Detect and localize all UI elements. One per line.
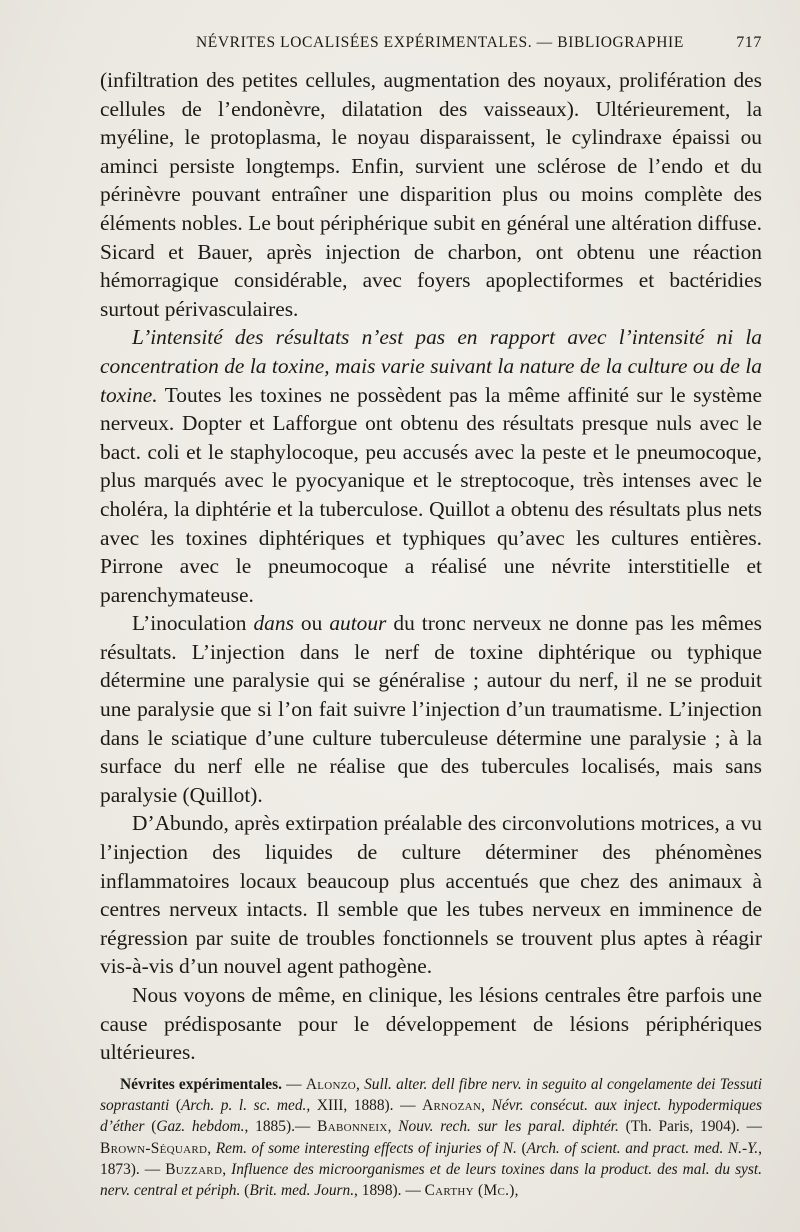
biblio-text: ,: [481, 1097, 492, 1115]
page-number: 717: [736, 34, 762, 51]
biblio-author: Buzzard: [165, 1160, 223, 1178]
biblio-text: (: [169, 1097, 181, 1115]
biblio-source: Gaz. hebdom.: [156, 1118, 245, 1136]
biblio-text: (Th. Paris, 1904). —: [618, 1118, 762, 1136]
biblio-text: ,: [356, 1075, 365, 1093]
biblio-text: (: [240, 1182, 250, 1200]
biblio-title: Névr. consécut. aux inject. hypodermiques d’éther: [100, 1097, 762, 1136]
paragraph-intensity-text: Toutes les toxines ne possèdent pas la même affinité sur le système nerveux. Dopter et Lafforgue ont obtenu des résultats presque nuls avec le bact. coli et le staphylocoque, peu accusés avec la peste et le pneumocoque, plus marqués avec le pyocyanique et le streptocoque, très intenses avec le choléra, la diphtérie et la tuberculose. Quillot a obtenu des résultats plus nets avec les toxines diphtériques et typhiques qu’avec les cultures entières. Pirrone avec le pneumocoque a réalisé une névrite interstitielle et parenchymateuse.: [100, 382, 762, 607]
biblio-title: Rem. of some interesting effects of injuries of N.: [215, 1139, 517, 1157]
biblio-source: Brit. med. Journ.: [249, 1182, 355, 1200]
biblio-text: ,: [387, 1118, 399, 1136]
paragraph-inoculation: [100, 609, 762, 809]
biblio-source: Arch. p. l. sc. med.: [181, 1097, 307, 1115]
paragraph-continued: (infiltration des petites cellules, augmentation des noyaux, prolifération des cellules de l’endonèvre, dilatation des vaisseaux). Ultérieurement, la myéline, le protoplasma, le noyau disparaissent, le cylindraxe épaissi ou aminci persiste longtemps. Enfin, survient une sclérose de l’endo et du périnèvre pouvant entraîner une disparition plus ou moins complète des éléments nobles. Le bout périphérique subit en général une altération diffuse. Sicard et Bauer, après injection de charbon, ont obtenu une réaction hémorragique considérable, avec foyers apoplectiformes et bactéridies surtout périvasculaires.: [100, 68, 762, 321]
text-run: du tronc nerveux ne donne pas les mêmes résultats. L’injection dans le nerf de toxine diphtérique ou typhique détermine une paralysie qui se généralise ; autour du nerf, il ne se produit une paralysie que si l’on fait suivre l’injection d’un traumatisme. L’injection dans le sciatique d’une culture tuberculeuse détermine une paralysie ; à la surface du nerf elle ne réalise que des tubercules localisés, mais sans paralysie (Quillot).: [100, 611, 762, 807]
text-run: L’inoculation: [132, 611, 254, 636]
biblio-title: Influence des microorganismes et de leurs toxines dans la product. des mal. du syst. nerv. central et périph.: [100, 1160, 763, 1200]
running-head: [100, 30, 762, 56]
biblio-text: , 1873). —: [100, 1139, 762, 1178]
biblio-text: ,: [222, 1160, 232, 1178]
biblio-title: Sull. alter. dell fibre nerv. in seguito al congelamente dei Tessuti soprastanti: [100, 1075, 762, 1115]
biblio-text: , XIII, 1888). —: [306, 1097, 423, 1115]
biblio-text: —: [281, 1075, 306, 1093]
text-run: ou: [293, 611, 330, 636]
biblio-author: Arnozan: [422, 1097, 482, 1115]
paragraph-clinique: Nous voyons de même, en clinique, les lésions centrales être parfois une cause prédisposante pour le développement de lésions périphériques ultérieures.: [100, 983, 762, 1065]
biblio-source: Arch. of scient. and pract. med. N.-Y.: [526, 1139, 759, 1157]
biblio-author: Alonzo: [305, 1075, 356, 1093]
biblio-author: Carthy (Mc.): [424, 1182, 515, 1200]
main-text: [100, 66, 762, 1067]
biblio-author: Babonneix: [317, 1118, 388, 1136]
biblio-text: ,: [207, 1139, 216, 1157]
bibliography: [100, 1074, 762, 1202]
paragraph-intensity: [100, 323, 762, 609]
italic-thesis: L’intensité des résultats n’est pas en rapport avec l’intensité ni la concentration de la toxine, mais varie suivant la nature de la culture ou de la toxine.: [100, 325, 762, 407]
running-title: NÉVRITES LOCALISÉES EXPÉRIMENTALES. — BIBLIOGRAPHIE: [196, 34, 684, 51]
bibliography-heading: Névrites expérimentales.: [120, 1075, 282, 1093]
italic-word-dans: dans: [253, 611, 294, 636]
biblio-text: , 1898). —: [354, 1182, 425, 1200]
biblio-title: Nouv. rech. sur les paral. diphtér.: [398, 1118, 619, 1136]
biblio-text: (: [516, 1139, 527, 1157]
biblio-author: Brown-Séquard: [100, 1139, 208, 1157]
biblio-text: , 1885).—: [244, 1118, 318, 1136]
paragraph-dabundo: D’Abundo, après extirpation préalable des circonvolutions motrices, a vu l’injection des liquides de culture déterminer des phénomènes inflammatoires locaux beaucoup plus accentués que chez des animaux à centres nerveux intacts. Il semble que les tubes nerveux en imminence de régression par suite de troubles fonctionnels se trouvent plus aptes à réagir vis-à-vis d’un nouvel agent pathogène.: [100, 811, 762, 979]
italic-word-autour: autour: [329, 611, 387, 636]
biblio-text: ,: [514, 1182, 519, 1200]
biblio-text: (: [144, 1118, 157, 1136]
